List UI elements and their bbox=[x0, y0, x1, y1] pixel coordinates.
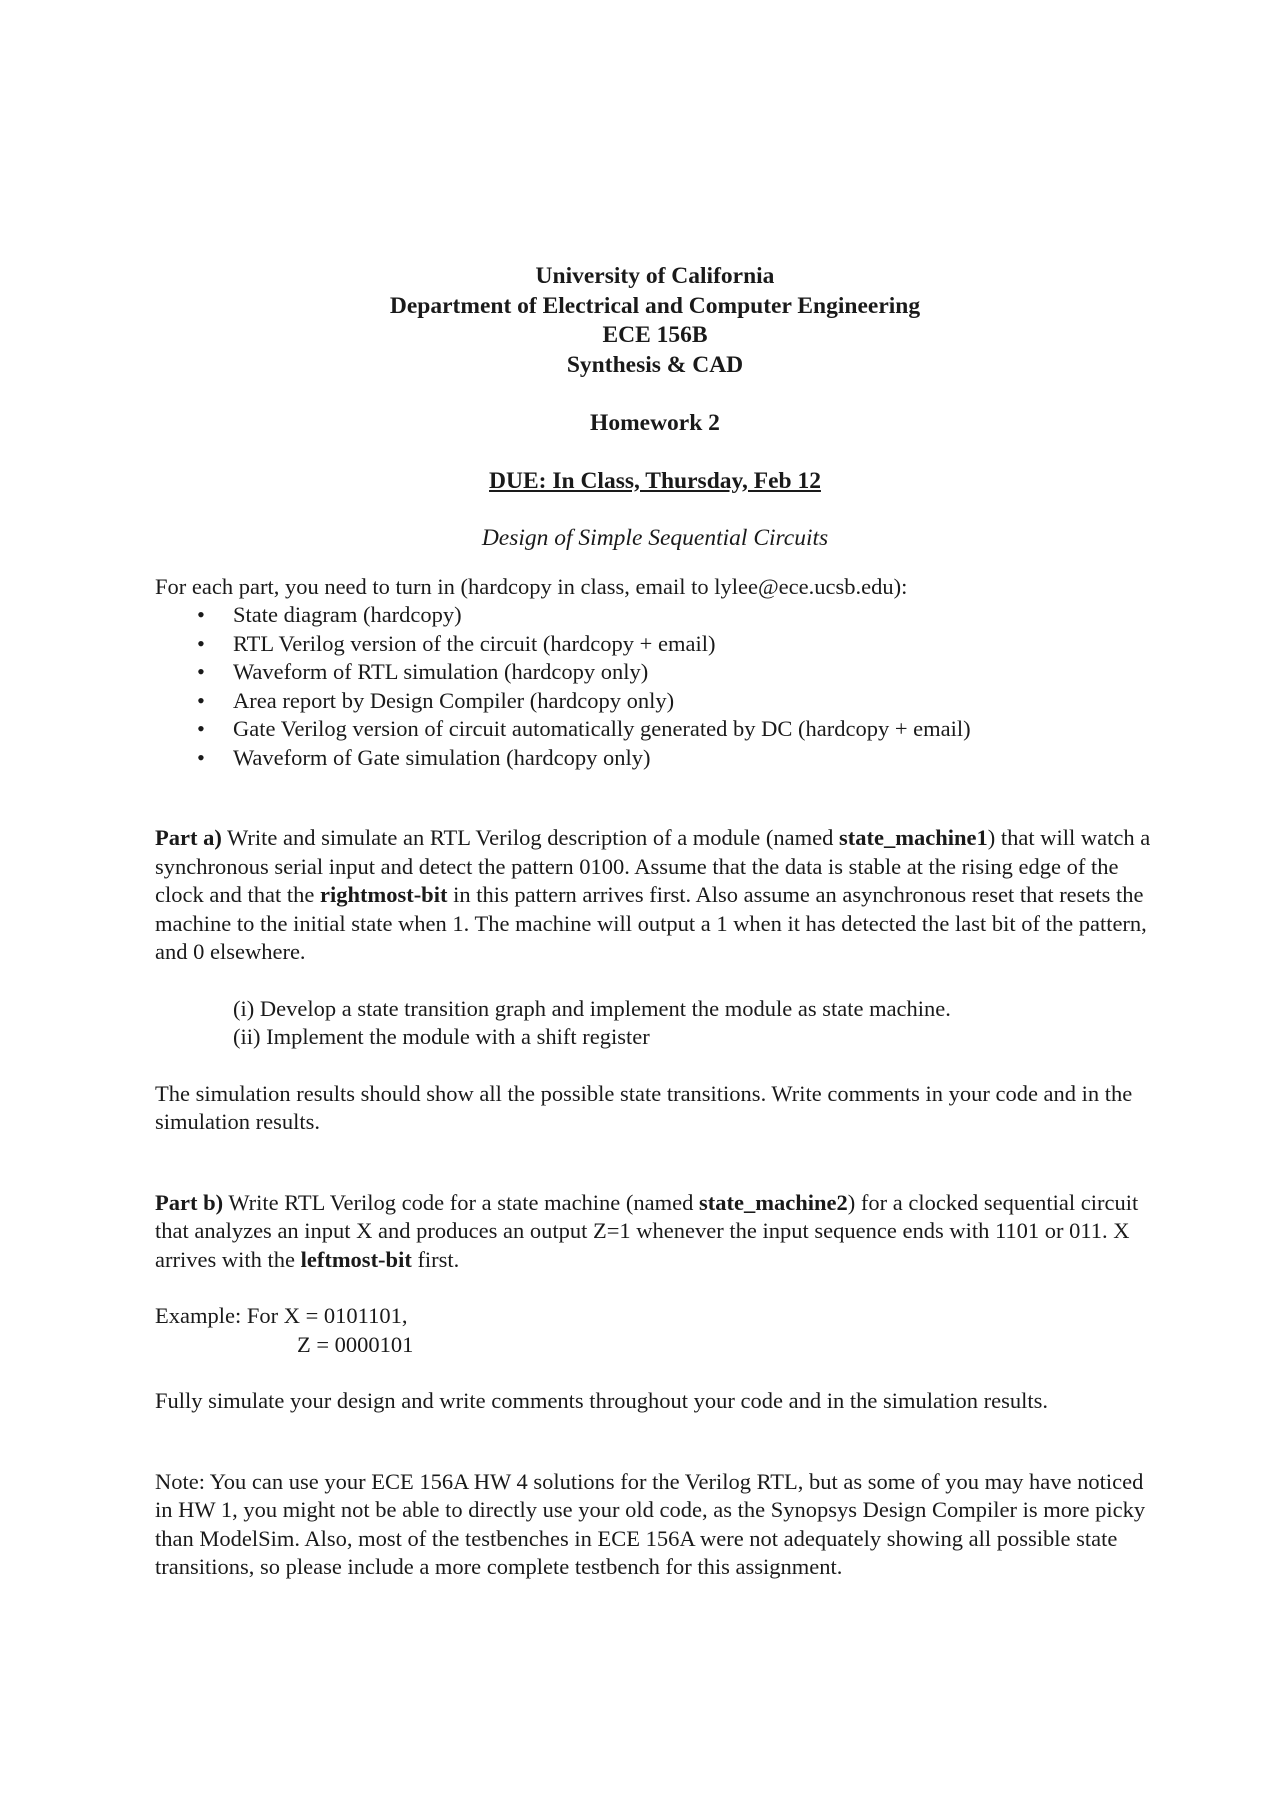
document-page bbox=[155, 262, 1155, 1582]
final-note: Note: You can use your ECE 156A HW 4 solutions for the Verilog RTL, but as some of you may have noticed in HW 1, you might not be able to directly use your old code, as the Synopsys Design Compiler is more picky than ModelSim. Also, most of the testbenches in ECE 156A were not adequately showing all possible state transitions, so please include a more complete testbench for this assignment. bbox=[155, 1468, 1146, 1579]
list-item: • Waveform of Gate simulation (hardcopy only) bbox=[155, 744, 1155, 773]
bullet-icon: • bbox=[197, 630, 205, 656]
part-b-label: Part b) bbox=[155, 1189, 224, 1215]
course-number: ECE 156B bbox=[602, 322, 708, 348]
document-header bbox=[155, 262, 1155, 380]
part-b-description: Part b) Write RTL Verilog code for a state machine (named state_machine2) for a clocked sequential circuit that analyzes an input X and produces an output Z=1 whenever the input sequence ends with 1101 or 011. X arrives with the leftmost-bit first. bbox=[155, 1189, 1139, 1272]
department-name: Department of Electrical and Computer Engineering bbox=[389, 292, 921, 319]
list-item: • Waveform of RTL simulation (hardcopy only) bbox=[155, 658, 1155, 687]
list-item: (ii) Implement the module with a shift register bbox=[233, 1024, 650, 1049]
part-a-subitems bbox=[155, 995, 1155, 1052]
list-item: • State diagram (hardcopy) bbox=[155, 601, 1155, 630]
bullet-icon: • bbox=[197, 602, 205, 627]
example-input: Example: For X = 0101101, bbox=[155, 1303, 408, 1328]
deliverables-intro: For each part, you need to turn in (hardcopy in class, email to lylee@ece.ucsb.edu): bbox=[155, 573, 908, 599]
bullet-icon: • bbox=[197, 716, 205, 741]
part-b-example bbox=[155, 1302, 1155, 1359]
list-item: • RTL Verilog version of the circuit (hardcopy + email) bbox=[155, 630, 1155, 659]
part-a-simulation-note: The simulation results should show all the possible state transitions. Write comments in your code and in the simulation results. bbox=[155, 1080, 1133, 1134]
bullet-icon: • bbox=[197, 659, 205, 684]
part-a-emphasis: rightmost-bit bbox=[319, 882, 448, 907]
list-item: • Gate Verilog version of circuit automatically generated by DC (hardcopy + email) bbox=[155, 715, 1155, 744]
deliverables-list bbox=[155, 601, 1155, 772]
course-title: Synthesis & CAD bbox=[566, 351, 744, 378]
part-b-simulation-note: Fully simulate your design and write comments throughout your code and in the simulation results. bbox=[155, 1388, 1048, 1413]
homework-title: Homework 2 bbox=[590, 410, 720, 436]
part-b-emphasis: leftmost-bit bbox=[300, 1246, 412, 1272]
due-date: DUE: In Class, Thursday, Feb 12 bbox=[489, 467, 821, 494]
part-b-module-name: state_machine2 bbox=[699, 1189, 848, 1215]
example-output: Z = 0000101 bbox=[297, 1331, 414, 1357]
assignment-subtitle: Design of Simple Sequential Circuits bbox=[481, 525, 829, 551]
university-name: University of California bbox=[535, 263, 775, 289]
bullet-icon: • bbox=[197, 687, 205, 713]
part-a-module-name: state_machine1 bbox=[839, 825, 988, 850]
part-a-label: Part a) bbox=[155, 825, 222, 850]
list-item: • Area report by Design Compiler (hardcopy only) bbox=[155, 687, 1155, 716]
list-item: (i) Develop a state transition graph and implement the module as state machine. bbox=[233, 995, 951, 1021]
part-a-description: Part a) Write and simulate an RTL Verilog description of a module (named state_machine1) that will watch a synchronous serial input and detect the pattern 0100. Assume that the data is stable at the rising edge of the clock and that the rightmost-bit in this pattern arrives first. Also assume an asynchronous reset that resets the machine to the initial state when 1. The machine will output a 1 when it has detected the last bit of the pattern, and 0 elsewhere. bbox=[155, 825, 1151, 964]
bullet-icon: • bbox=[197, 744, 205, 770]
